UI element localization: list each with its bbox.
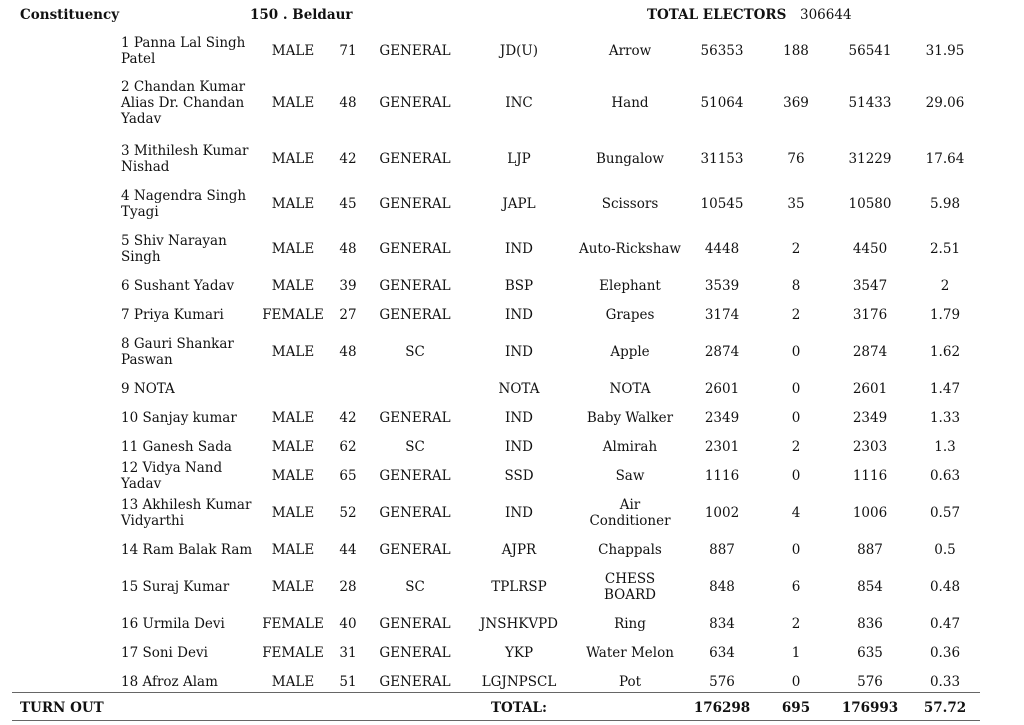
candidate-category: GENERAL [379,541,451,558]
candidate-category: SC [405,343,425,360]
total-postal-votes: 695 [781,700,811,716]
table-row [0,403,1024,432]
candidate-name: 10 Sanjay kumar [121,409,237,426]
table-row [0,374,1024,403]
candidate-age: 48 [339,95,357,111]
candidate-category: GENERAL [379,306,451,323]
constituency-value: 150 . Beldaur [250,7,353,23]
party-name: SSD [504,467,534,484]
candidate-sex: MALE [271,467,315,484]
turnout-label: TURN OUT [20,700,104,716]
candidate-category: GENERAL [379,644,451,661]
vote-percent: 31.95 [925,43,965,59]
vote-percent: 0.5 [934,541,956,558]
party-symbol: Ring [614,615,646,632]
candidate-sex: MALE [271,541,315,558]
postal-votes: 0 [791,409,801,426]
total-votes: 576 [857,673,883,690]
general-votes: 1002 [704,504,740,521]
general-votes: 2601 [704,380,740,397]
table-row [0,300,1024,329]
general-votes: 2874 [704,343,740,360]
general-votes: 576 [709,673,735,690]
vote-percent: 29.06 [925,95,965,111]
candidate-age: 52 [339,504,357,521]
postal-votes: 2 [791,438,801,455]
vote-percent: 1.33 [929,409,961,426]
vote-percent: 1.62 [929,343,961,360]
candidate-category: GENERAL [379,195,451,212]
vote-percent: 1.3 [934,438,956,455]
table-row [0,329,1024,374]
table-row [0,432,1024,461]
table-row [0,136,1024,181]
candidate-sex: FEMALE [262,644,324,661]
candidate-age: 40 [339,615,357,632]
party-name: LGJNPSCL [481,673,557,690]
candidate-name: 17 Soni Devi [121,644,208,661]
party-name: AJPR [501,541,537,558]
candidate-category: GENERAL [379,409,451,426]
footer-top-rule [12,692,980,693]
party-name: IND [505,504,533,521]
total-votes: 31229 [848,150,892,167]
vote-percent: 17.64 [925,150,965,167]
candidate-sex: MALE [271,195,315,212]
turnout-percent: 57.72 [923,700,967,716]
postal-votes: 2 [791,615,801,632]
postal-votes: 2 [791,240,801,257]
total-votes: 56541 [848,43,892,59]
vote-percent: 0.36 [929,644,961,661]
general-votes: 3174 [704,306,740,323]
table-row [0,461,1024,490]
total-votes: 887 [857,541,883,558]
candidate-category: GENERAL [379,673,451,690]
party-name: IND [505,306,533,323]
postal-votes: 0 [791,343,801,360]
vote-percent: 0.48 [929,578,961,595]
total-votes: 854 [857,578,883,595]
candidate-sex: FEMALE [262,615,324,632]
general-votes: 31153 [700,150,744,167]
candidate-category [370,374,460,403]
postal-votes: 0 [791,467,801,484]
party-symbol: Elephant [599,277,661,294]
postal-votes: 35 [787,195,805,212]
total-votes: 1116 [852,467,888,484]
candidate-name: 4 Nagendra Singh Tyagi [121,187,247,220]
general-votes: 56353 [700,43,744,59]
candidate-sex: MALE [271,673,315,690]
candidate-name: 14 Ram Balak Ram [121,541,253,558]
total-votes: 2349 [852,409,888,426]
candidate-age: 62 [339,438,357,455]
general-votes: 634 [709,644,735,661]
total-label: TOTAL: [490,700,548,716]
general-votes: 3539 [704,277,740,294]
postal-votes: 0 [791,380,801,397]
candidate-category: GENERAL [379,150,451,167]
party-symbol: CHESS BOARD [604,570,656,603]
total-votes: 1006 [852,504,888,521]
postal-votes: 0 [791,673,801,690]
vote-percent: 2 [940,277,950,294]
candidate-age: 65 [339,467,357,484]
general-votes: 4448 [704,240,740,257]
party-symbol: Air Conditioner [589,496,671,529]
general-votes: 1116 [704,467,740,484]
general-votes: 2301 [704,438,740,455]
table-row [0,638,1024,667]
candidate-name: 15 Suraj Kumar [121,578,230,595]
general-votes: 848 [709,578,735,595]
vote-percent: 2.51 [929,240,961,257]
postal-votes: 0 [791,541,801,558]
candidate-age: 51 [339,673,357,690]
candidate-name: 3 Mithilesh Kumar Nishad [121,142,249,175]
candidate-name: 2 Chandan Kumar Alias Dr. Chandan Yadav [121,79,246,127]
postal-votes: 1 [791,644,801,661]
general-votes: 51064 [700,95,744,111]
total-votes: 836 [857,615,883,632]
party-name: IND [505,240,533,257]
candidate-category: GENERAL [379,95,451,111]
postal-votes: 188 [783,43,809,59]
party-symbol: Arrow [608,43,652,59]
party-symbol: Hand [611,95,649,111]
party-symbol: Water Melon [586,644,674,661]
candidate-category: GENERAL [379,43,451,59]
table-row [0,181,1024,226]
candidate-category: GENERAL [379,240,451,257]
constituency-label: Constituency [20,7,120,23]
party-name: IND [505,343,533,360]
footer-bottom-rule [12,720,980,721]
table-row [0,564,1024,609]
candidate-name: 12 Vidya Nand Yadav [121,459,223,492]
party-name: IND [505,409,533,426]
vote-percent: 1.47 [929,380,961,397]
candidate-name: 18 Afroz Alam [121,673,218,690]
total-votes: 3176 [852,306,888,323]
party-symbol: Apple [610,343,650,360]
candidate-name: 7 Priya Kumari [121,306,224,323]
party-name: JD(U) [499,43,539,59]
candidate-sex [261,374,325,403]
candidate-category: SC [405,438,425,455]
total-votes: 2874 [852,343,888,360]
candidate-sex: MALE [271,578,315,595]
candidate-age: 44 [339,541,357,558]
party-name: BSP [504,277,534,294]
table-row [0,32,1024,70]
postal-votes: 4 [791,504,801,521]
candidate-category: GENERAL [379,467,451,484]
candidate-category: GENERAL [379,615,451,632]
table-row [0,490,1024,535]
candidate-age: 31 [339,644,357,661]
total-votes: 2601 [852,380,888,397]
candidate-age: 45 [339,195,357,212]
table-row [0,609,1024,638]
candidate-age: 71 [339,43,357,59]
postal-votes: 2 [791,306,801,323]
candidate-name: 5 Shiv Narayan Singh [121,232,227,265]
total-general-votes: 176298 [693,700,751,716]
general-votes: 834 [709,615,735,632]
candidate-age: 27 [339,306,357,323]
table-row [0,535,1024,564]
candidate-name: 16 Urmila Devi [121,615,225,632]
candidate-sex: MALE [271,150,315,167]
general-votes: 887 [709,541,735,558]
footer-row [0,697,1024,719]
general-votes: 2349 [704,409,740,426]
party-name: LJP [507,150,531,167]
candidate-sex: FEMALE [262,306,324,323]
candidate-category: GENERAL [379,504,451,521]
total-votes: 176993 [841,700,899,716]
candidate-sex: MALE [271,43,315,59]
table-row [0,70,1024,136]
postal-votes: 6 [791,578,801,595]
party-symbol: Scissors [601,195,659,212]
party-symbol: Chappals [598,541,662,558]
candidate-age: 48 [339,343,357,360]
postal-votes: 8 [791,277,801,294]
vote-percent: 0.33 [929,673,961,690]
candidate-age: 28 [339,578,357,595]
candidate-sex: MALE [271,343,315,360]
postal-votes: 369 [783,95,809,111]
party-name: NOTA [498,380,540,397]
vote-percent: 5.98 [929,195,961,212]
candidate-sex: MALE [271,95,315,111]
total-votes: 2303 [852,438,888,455]
total-votes: 635 [857,644,883,661]
candidate-age: 42 [339,409,357,426]
party-name: IND [505,438,533,455]
candidate-age: 48 [339,240,357,257]
party-symbol: Grapes [605,306,655,323]
party-symbol: Bungalow [595,150,664,167]
candidate-category: GENERAL [379,277,451,294]
party-symbol: Pot [618,673,642,690]
candidate-age: 42 [339,150,357,167]
total-electors-value: 306644 [800,7,852,23]
party-symbol: Baby Walker [586,409,674,426]
candidate-sex: MALE [271,504,315,521]
candidate-sex: MALE [271,438,315,455]
candidate-age: 39 [339,277,357,294]
candidate-name: 1 Panna Lal Singh Patel [121,35,246,67]
party-name: INC [505,95,533,111]
table-row [0,226,1024,271]
candidate-name: 9 NOTA [121,380,175,397]
candidate-name: 8 Gauri Shankar Paswan [121,335,234,368]
party-name: JNSHKVPD [480,615,558,632]
total-votes: 10580 [848,195,892,212]
results-table [0,32,1024,696]
candidate-category: SC [405,578,425,595]
party-name: YKP [504,644,534,661]
total-electors-label: TOTAL ELECTORS [647,7,787,23]
vote-percent: 0.57 [929,504,961,521]
candidate-name: 13 Akhilesh Kumar Vidyarthi [121,496,252,529]
candidate-name: 11 Ganesh Sada [121,438,232,455]
party-name: JAPL [502,195,536,212]
candidate-sex: MALE [271,277,315,294]
postal-votes: 76 [787,150,805,167]
table-row [0,271,1024,300]
vote-percent: 0.63 [929,467,961,484]
total-votes: 4450 [852,240,888,257]
party-symbol: Auto-Rickshaw [578,240,681,257]
total-votes: 51433 [848,95,892,111]
party-symbol: Saw [615,467,645,484]
candidate-sex: MALE [271,409,315,426]
party-name: TPLRSP [491,578,547,595]
party-symbol: Almirah [602,438,658,455]
vote-percent: 0.47 [929,615,961,632]
candidate-age [330,374,366,403]
party-symbol: NOTA [609,380,651,397]
vote-percent: 1.79 [929,306,961,323]
general-votes: 10545 [700,195,744,212]
candidate-sex: MALE [271,240,315,257]
total-votes: 3547 [852,277,888,294]
candidate-name: 6 Sushant Yadav [121,277,235,294]
